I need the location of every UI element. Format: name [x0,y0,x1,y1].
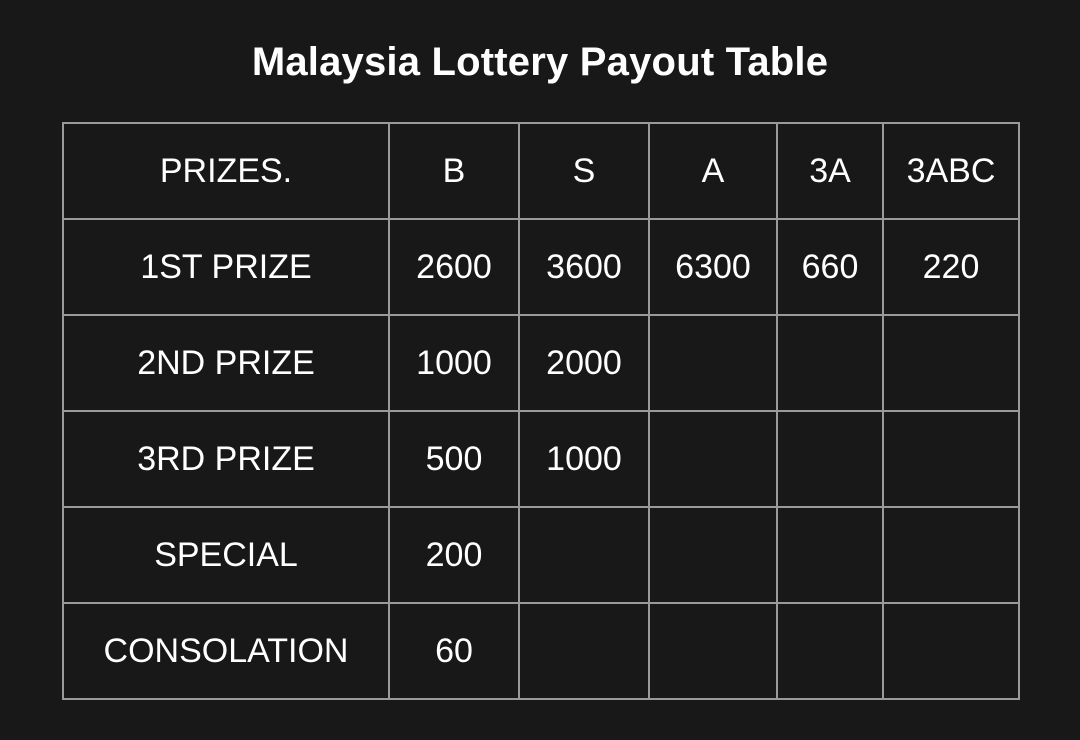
cell-special-a [649,507,777,603]
column-header-s: S [519,123,649,219]
cell-3rd-prize-3abc [883,411,1019,507]
column-header-3a: 3A [777,123,883,219]
cell-1st-prize-s: 3600 [519,219,649,315]
column-header-b: B [389,123,519,219]
cell-consolation-s [519,603,649,699]
cell-special-3abc [883,507,1019,603]
column-header-a: A [649,123,777,219]
page-title: Malaysia Lottery Payout Table [251,40,829,84]
row-label-3rd-prize: 3RD PRIZE [63,411,389,507]
cell-3rd-prize-3a [777,411,883,507]
row-label-2nd-prize: 2ND PRIZE [63,315,389,411]
cell-1st-prize-3a: 660 [777,219,883,315]
cell-3rd-prize-b: 500 [389,411,519,507]
table-row [63,219,1019,315]
payout-table [62,122,1020,700]
cell-2nd-prize-3a [777,315,883,411]
cell-2nd-prize-b: 1000 [389,315,519,411]
table-row [63,507,1019,603]
cell-1st-prize-a: 6300 [649,219,777,315]
cell-special-3a [777,507,883,603]
table-row [63,315,1019,411]
row-label-special: SPECIAL [63,507,389,603]
table-header-row [63,123,1019,219]
payout-table-container [62,122,1018,700]
cell-special-b: 200 [389,507,519,603]
table-row [63,411,1019,507]
cell-special-s [519,507,649,603]
cell-3rd-prize-a [649,411,777,507]
cell-consolation-3a [777,603,883,699]
column-header-prizes: PRIZES. [63,123,389,219]
column-header-3abc: 3ABC [883,123,1019,219]
cell-consolation-b: 60 [389,603,519,699]
cell-consolation-3abc [883,603,1019,699]
cell-2nd-prize-3abc [883,315,1019,411]
table-row [63,603,1019,699]
cell-consolation-a [649,603,777,699]
cell-2nd-prize-s: 2000 [519,315,649,411]
row-label-1st-prize: 1ST PRIZE [63,219,389,315]
cell-1st-prize-3abc: 220 [883,219,1019,315]
cell-3rd-prize-s: 1000 [519,411,649,507]
row-label-consolation: CONSOLATION [63,603,389,699]
cell-2nd-prize-a [649,315,777,411]
cell-1st-prize-b: 2600 [389,219,519,315]
